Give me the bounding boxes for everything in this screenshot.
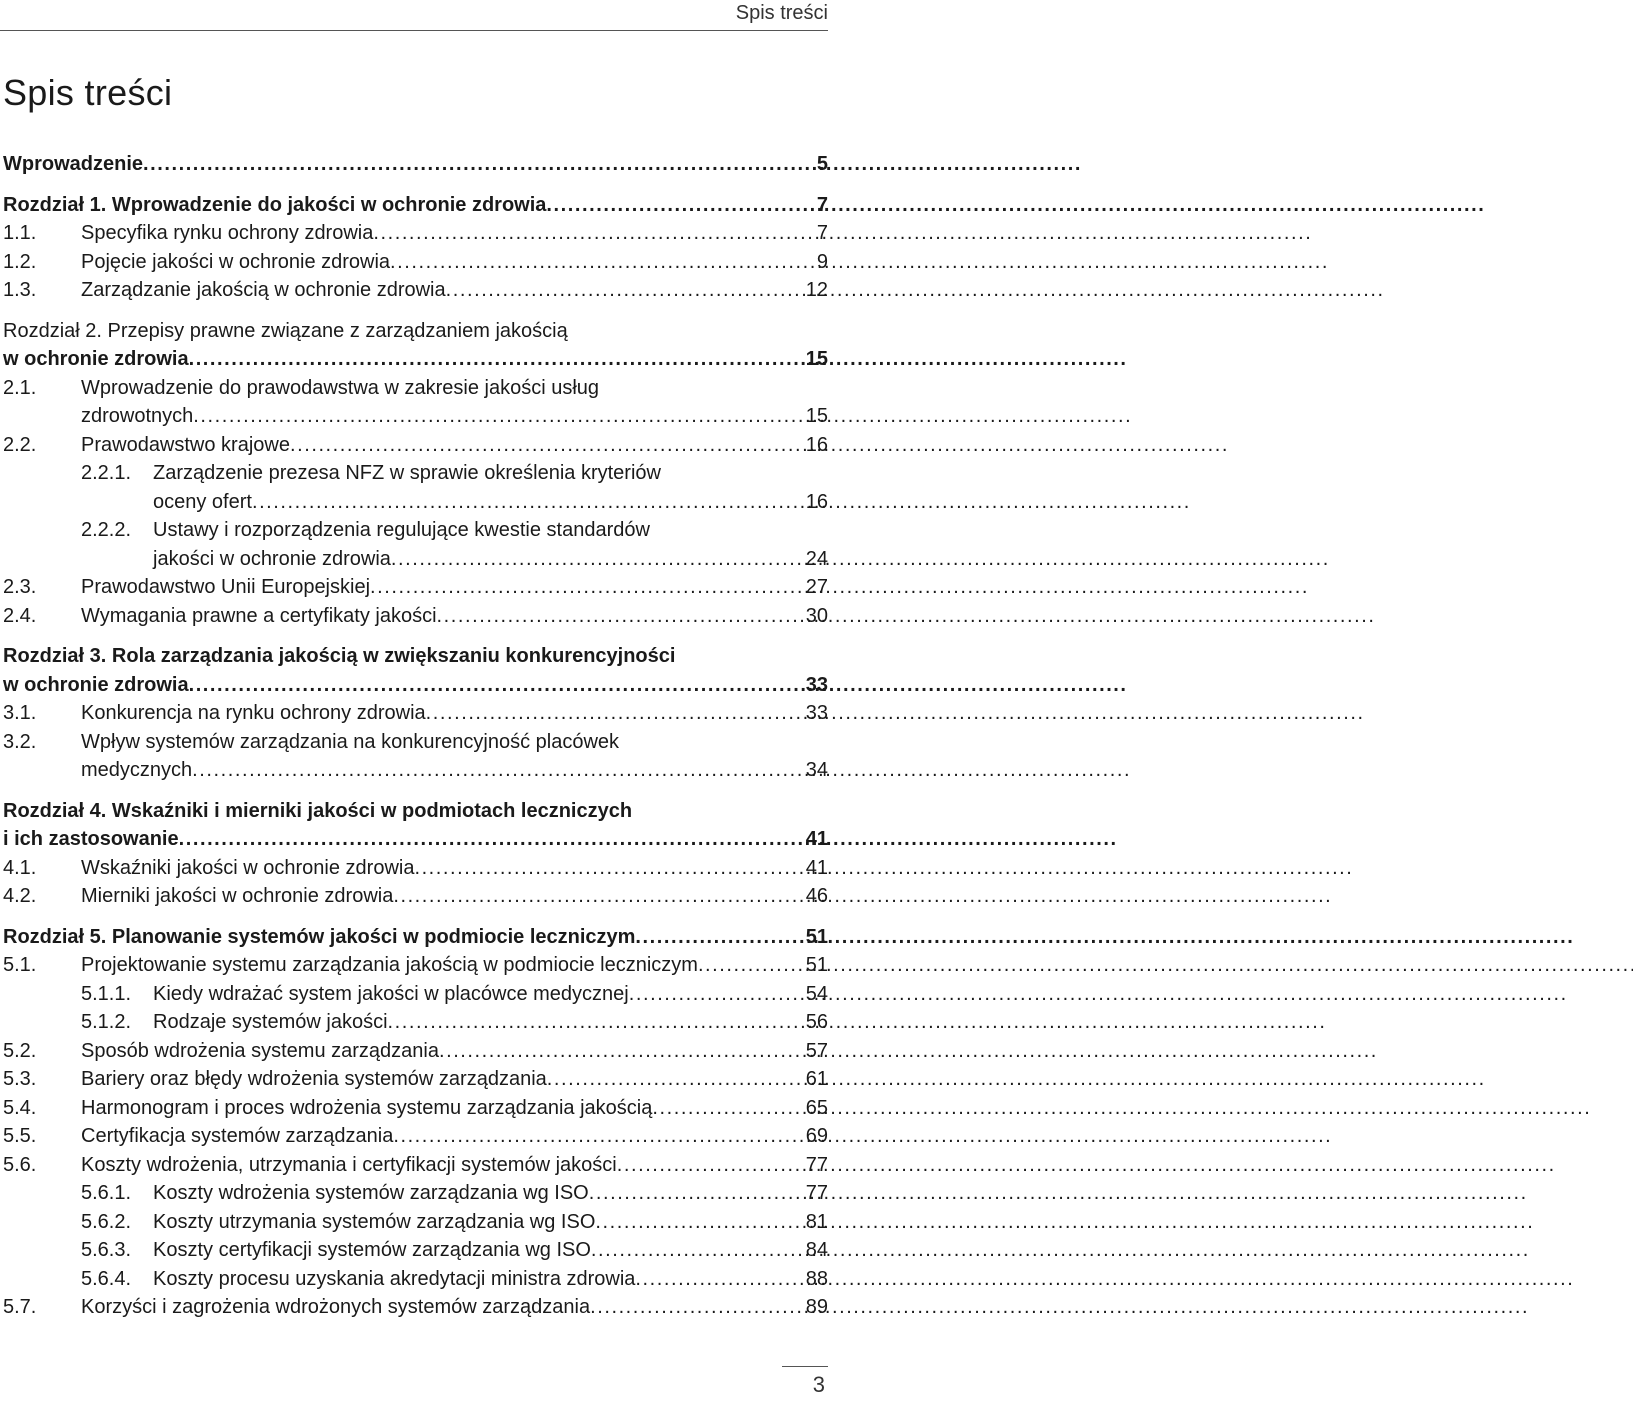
toc-entry-number: 5.1.2. [81,1011,132,1033]
toc-entry-number: 5.2. [3,1039,37,1062]
toc-entry [3,882,828,911]
dot-leader [393,882,803,911]
toc-entry-number: 3.1. [3,702,37,724]
running-head [0,0,828,31]
toc-entry-title: Kiedy wdrażać system jakości w placówce medycznej [153,982,629,1005]
dot-leader [617,1151,804,1180]
toc-entry-number: 5.7. [3,1296,37,1318]
toc-entry-title: w ochronie zdrowia [3,348,189,370]
dot-leader [546,191,814,220]
toc-page-number: 27 [805,576,828,598]
toc-entry [3,951,828,980]
toc-page-number: 81 [805,1210,828,1233]
toc-page-number: 30 [805,604,828,627]
toc-page-number: 7 [816,222,828,244]
toc-entry-number: 2.2.2. [81,519,132,541]
toc-page-number: 65 [805,1096,828,1119]
dot-leader [143,150,815,179]
toc-entry-title: Specyfika rynku ochrony zdrowia [81,222,374,244]
toc-page-number: 88 [805,1267,828,1290]
toc-page-number: 56 [805,1011,828,1033]
toc-entry [3,191,828,220]
toc-entry-title: Wpływ systemów zarządzania na konkurencyjność placówek [81,730,620,753]
dot-leader [390,248,815,277]
toc-page-number: 84 [805,1239,828,1261]
toc-page-number: 77 [805,1182,828,1204]
toc-entry [3,699,828,728]
page-title: Spis treści [3,72,173,113]
toc-entry [3,1122,828,1151]
dot-leader [426,699,804,728]
toc-entry-title: i ich zastosowanie [3,828,179,850]
toc-heading-line [3,317,828,346]
toc-page-number: 16 [805,490,828,513]
toc-entry-title: Zarządzenie prezesa NFZ w sprawie określenia kryteriów [153,462,661,484]
toc-entry-title: Koszty wdrożenia, utrzymania i certyfikacji systemów jakości [81,1153,617,1176]
toc-page-number: 12 [805,279,828,301]
toc-page-number: 34 [805,759,828,781]
dot-leader [589,1179,804,1208]
toc-page-number: 57 [805,1039,828,1062]
dot-leader [189,671,804,700]
toc-entry-number: 5.6.3. [81,1239,132,1261]
toc-entry [3,825,828,854]
toc-entry-title: Koszty procesu uzyskania akredytacji ministra zdrowia [153,1267,636,1290]
toc-entry [3,1008,828,1037]
toc-entry-title: Sposób wdrożenia systemu zarządzania [81,1039,439,1062]
toc-page-number: 33 [805,702,828,724]
toc-entry [3,1065,828,1094]
toc-page-number: 7 [816,193,828,216]
toc-entry-number: 4.1. [3,856,37,879]
dot-leader [439,1037,804,1066]
toc-heading-line [3,516,828,545]
footer-rule [782,1366,828,1367]
dot-leader [590,1293,804,1322]
toc-page-number: 41 [805,856,828,879]
toc-page-number: 41 [805,828,828,850]
toc-entry-number: 5.6.2. [81,1210,132,1233]
dot-leader [189,345,804,374]
toc-entry [3,671,828,700]
toc-entry-title: Mierniki jakości w ochronie zdrowia [81,885,394,907]
table-of-contents [3,150,828,1322]
dot-leader [290,431,804,460]
dot-leader [446,276,804,305]
toc-entry-number: 2.2.1. [81,462,132,484]
dot-leader [193,402,803,431]
dot-leader [547,1065,804,1094]
toc-heading-line [3,797,828,826]
page-number: 3 [812,1372,825,1397]
toc-heading-line [3,459,828,488]
toc-page-number: 24 [805,547,828,570]
toc-entry-number: 5.4. [3,1096,37,1119]
toc-entry-title: Ustawy i rozporządzenia regulujące kwestie standardów [153,519,650,541]
toc-entry [3,248,828,277]
toc-entry-title: Harmonogram i proces wdrożenia systemu zarządzania jakością [81,1096,653,1119]
toc-page-number: 9 [816,250,828,273]
toc-entry-number: 1.2. [3,250,37,273]
dot-leader [370,573,804,602]
dot-leader [591,1236,804,1265]
toc-entry-title: Wprowadzenie [3,153,144,175]
toc-entry [3,345,828,374]
toc-entry [3,573,828,602]
toc-page-number: 69 [805,1125,828,1147]
toc-page-number: 15 [805,405,828,427]
toc-entry-title: Rozdział 2. Przepisy prawne związane z zarządzaniem jakością [3,319,568,342]
dot-leader [192,756,804,785]
toc-page-number: 61 [805,1068,828,1090]
toc-page-number: 33 [805,673,828,696]
toc-entry-number: 1.1. [3,222,37,244]
toc-entry [3,1179,828,1208]
toc-entry [3,402,828,431]
toc-entry [3,980,828,1009]
toc-entry-title: Wprowadzenie do prawodawstwa w zakresie jakości usług [81,376,600,399]
toc-entry [3,602,828,631]
toc-page-number: 46 [805,885,828,907]
toc-page-number: 16 [805,433,828,456]
dot-leader [252,488,804,517]
toc-entry [3,923,828,952]
toc-entry [3,150,828,179]
dot-leader [629,980,804,1009]
toc-entry-number: 5.6.1. [81,1182,132,1204]
dot-leader [698,951,804,980]
dot-leader [179,825,804,854]
toc-entry-title: Prawodawstwo Unii Europejskiej [81,576,371,598]
toc-entry [3,219,828,248]
toc-entry-title: Konkurencja na rynku ochrony zdrowia [81,702,426,724]
toc-entry-number: 3.2. [3,730,37,753]
toc-entry-title: Rodzaje systemów jakości [153,1011,388,1033]
toc-entry [3,854,828,883]
toc-entry-title: Wskaźniki jakości w ochronie zdrowia [81,856,415,879]
dot-leader [393,1122,803,1151]
toc-entry-title: Zarządzanie jakością w ochronie zdrowia [81,279,446,301]
toc-entry-title: Rozdział 5. Planowanie systemów jakości w podmiocie leczniczym [3,925,636,948]
toc-entry-number: 5.1. [3,954,37,976]
toc-entry-title: w ochronie zdrowia [3,673,189,696]
dot-leader [391,545,804,574]
toc-page-number: 5 [816,153,828,175]
toc-entry [3,1265,828,1294]
toc-entry-number: 2.3. [3,576,37,598]
toc-entry-title: zdrowotnych [81,405,194,427]
toc-entry [3,1236,828,1265]
toc-page-number: 89 [805,1296,828,1318]
toc-page-number: 51 [805,925,828,948]
toc-entry-title: Prawodawstwo krajowe [81,433,290,456]
dot-leader [373,219,815,248]
toc-entry-number: 2.1. [3,376,37,399]
toc-entry-title: Korzyści i zagrożenia wdrożonych systemów zarządzania [81,1296,591,1318]
toc-entry-number: 2.4. [3,604,37,627]
dot-leader [388,1008,804,1037]
toc-entry-title: Wymagania prawne a certyfikaty jakości [81,604,437,627]
toc-entry-number: 5.3. [3,1068,37,1090]
toc-entry-number: 1.3. [3,279,37,301]
toc-heading-line [3,728,828,757]
toc-entry [3,1037,828,1066]
toc-entry [3,1208,828,1237]
toc-entry-title: Rozdział 4. Wskaźniki i mierniki jakości w podmiotach leczniczych [3,799,633,822]
toc-entry-title: medycznych [81,759,193,781]
dot-leader [414,854,803,883]
dot-leader [595,1208,803,1237]
toc-entry-title: oceny ofert [153,490,252,513]
toc-entry-number: 5.6.4. [81,1267,132,1290]
toc-heading-line [3,374,828,403]
running-head-text: Spis treści [735,2,828,24]
toc-entry-title: Certyfikacja systemów zarządzania [81,1125,394,1147]
toc-heading-line [3,642,828,671]
toc-entry [3,488,828,517]
toc-entry-number: 4.2. [3,885,37,907]
toc-page-number: 51 [805,954,828,976]
toc-entry-title: Pojęcie jakości w ochronie zdrowia [81,250,391,273]
toc-entry-title: Rozdział 3. Rola zarządzania jakością w zwiększaniu konkurencyjności [3,645,676,667]
toc-page-number: 77 [805,1153,828,1176]
toc-page-number: 54 [805,982,828,1005]
toc-entry [3,545,828,574]
toc-entry-number: 2.2. [3,433,37,456]
dot-leader [437,602,804,631]
toc-entry-number: 5.5. [3,1125,37,1147]
toc-entry-title: Rozdział 1. Wprowadzenie do jakości w ochronie zdrowia [3,193,547,216]
toc-entry-title: Koszty certyfikacji systemów zarządzania wg ISO [153,1239,591,1261]
toc-entry [3,1094,828,1123]
toc-entry-number: 5.1.1. [81,982,132,1005]
toc-entry-title: Koszty wdrożenia systemów zarządzania wg ISO [153,1182,589,1204]
toc-entry [3,431,828,460]
toc-entry [3,276,828,305]
toc-entry [3,756,828,785]
toc-entry [3,1151,828,1180]
dot-leader [635,1265,803,1294]
toc-page-number: 15 [805,348,828,370]
toc-entry [3,1293,828,1322]
toc-entry-title: Projektowanie systemu zarządzania jakością w podmiocie leczniczym [81,954,698,976]
toc-entry-title: Bariery oraz błędy wdrożenia systemów zarządzania [81,1068,547,1090]
toc-entry-number: 5.6. [3,1153,37,1176]
toc-entry-title: jakości w ochronie zdrowia [153,547,391,570]
toc-entry-title: Koszty utrzymania systemów zarządzania wg ISO [153,1210,596,1233]
dot-leader [652,1094,803,1123]
dot-leader [635,923,803,952]
